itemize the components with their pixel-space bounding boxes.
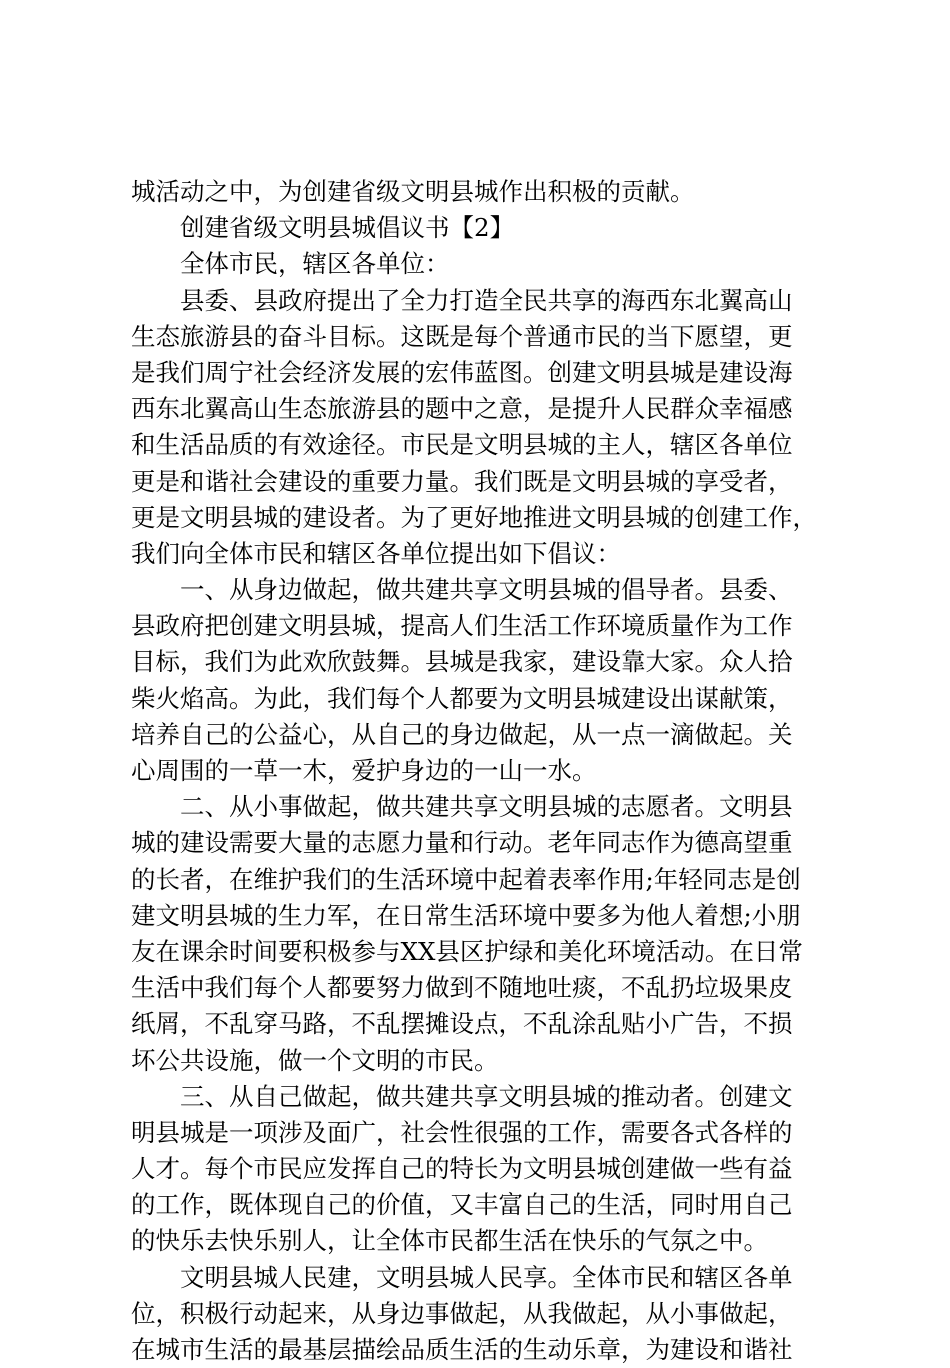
text-line: 目标，我们为此欢欣鼓舞。县城是我家，建设靠大家。众人拾 — [131, 647, 793, 677]
text-line: 城活动之中，为创建省级文明县城作出积极的贡献。 — [131, 177, 695, 206]
text-line: 是我们周宁社会经济发展的宏伟蓝图。创建文明县城是建设海 — [131, 357, 793, 387]
text-line: 二、从小事做起，做共建共享文明县城的志愿者。文明县 — [180, 792, 793, 822]
document-body — [131, 174, 831, 1368]
text-line: 县政府把创建文明县城，提高人们生活工作环境质量作为工作 — [131, 611, 793, 641]
text-line: 三、从自己做起，做共建共享文明县城的推动者。创建文 — [180, 1081, 793, 1111]
text-line: 在城市生活的最基层描绘品质生活的生动乐章，为建设和谐社 — [131, 1335, 793, 1364]
text-line: 创建省级文明县城倡议书【2】 — [180, 213, 515, 243]
text-line: 柴火焰高。为此，我们每个人都要为文明县城建设出谋献策， — [131, 683, 793, 713]
text-line: 心周围的一草一木，爱护身边的一山一水。 — [131, 756, 597, 785]
text-line: 西东北翼高山生态旅游县的题中之意，是提升人民群众幸福感 — [131, 394, 793, 424]
text-line: 的工作，既体现自己的价值，又丰富自己的生活，同时用自己 — [131, 1190, 793, 1220]
text-line: 明县城是一项涉及面广，社会性很强的工作，需要各式各样的 — [131, 1117, 793, 1147]
text-line: 文明县城人民建，文明县城人民享。全体市民和辖区各单 — [180, 1262, 793, 1292]
text-line: 人才。每个市民应发挥自己的特长为文明县城创建做一些有益 — [131, 1154, 793, 1184]
text-line: 培养自己的公益心，从自己的身边做起，从一点一滴做起。关 — [131, 719, 793, 749]
text-line: 生活中我们每个人都要努力做到不随地吐痰，不乱扔垃圾果皮 — [131, 973, 793, 1003]
text-line: 的长者，在维护我们的生活环境中起着表率作用;年轻同志是创 — [131, 864, 801, 894]
text-line: 的快乐去快乐别人，让全体市民都生活在快乐的气氛之中。 — [131, 1226, 768, 1256]
text-line: 纸屑，不乱穿马路，不乱摆摊设点，不乱涂乱贴小广告，不损 — [131, 1009, 793, 1039]
text-line: 生态旅游县的奋斗目标。这既是每个普通市民的当下愿望，更 — [131, 321, 793, 351]
text-line: 全体市民，辖区各单位： — [180, 249, 450, 279]
text-line: 和生活品质的有效途径。市民是文明县城的主人，辖区各单位 — [131, 430, 793, 460]
text-line: 县委、县政府提出了全力打造全民共享的海西东北翼高山 — [180, 285, 793, 315]
text-line: 我们向全体市民和辖区各单位提出如下倡议： — [131, 538, 621, 568]
text-line: 友在课余时间要积极参与XX县区护绿和美化环境活动。在日常 — [131, 936, 803, 966]
text-line: 建文明县城的生力军，在日常生活环境中要多为他人着想;小朋 — [131, 900, 801, 930]
text-line: 城的建设需要大量的志愿力量和行动。老年同志作为德高望重 — [131, 828, 793, 858]
text-line: 更是文明县城的建设者。为了更好地推进文明县城的创建工作， — [131, 502, 817, 532]
text-line: 一、从身边做起，做共建共享文明县城的倡导者。县委、 — [180, 575, 793, 605]
text-line: 坏公共设施，做一个文明的市民。 — [131, 1045, 499, 1075]
text-line: 更是和谐社会建设的重要力量。我们既是文明县城的享受者， — [131, 466, 793, 496]
text-line: 位，积极行动起来，从身边事做起，从我做起，从小事做起， — [131, 1298, 793, 1328]
